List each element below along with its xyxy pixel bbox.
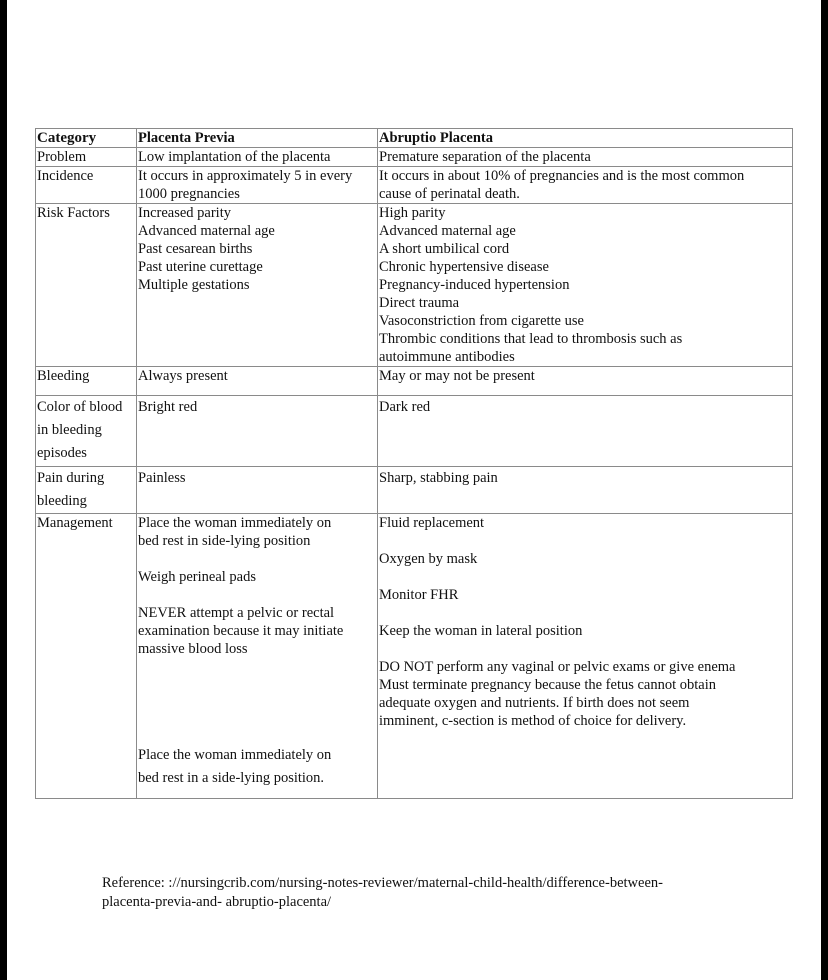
list-item: Thrombic conditions that lead to thrombosis such as: [379, 331, 683, 347]
list-item: Advanced maternal age: [138, 223, 275, 239]
management-abruptio-line: Monitor FHR: [379, 587, 459, 603]
incidence-label: Incidence: [36, 167, 137, 204]
table-row-management: [36, 514, 793, 799]
management-abruptio-line: Keep the woman in lateral position: [379, 623, 583, 639]
list-item: Increased parity: [138, 205, 231, 221]
document-page: [7, 0, 821, 980]
management-abruptio-line: Oxygen by mask: [379, 551, 478, 567]
list-item: Pregnancy-induced hypertension: [379, 277, 570, 293]
pain-label-line: bleeding: [37, 493, 87, 509]
management-previa-line: massive blood loss: [138, 641, 248, 657]
management-previa-line: bed rest in side-lying position: [138, 533, 311, 549]
table-row-incidence: [36, 167, 793, 204]
management-previa-line: NEVER attempt a pelvic or rectal: [138, 605, 335, 621]
header-category: Category: [36, 129, 137, 148]
incidence-previa-line: 1000 pregnancies: [138, 186, 240, 202]
pain-abruptio: Sharp, stabbing pain: [378, 467, 793, 514]
bleeding-previa: Always present: [137, 367, 378, 396]
pain-label-line: Pain during: [37, 470, 105, 486]
table-row-pain: [36, 467, 793, 514]
pain-previa: Painless: [137, 467, 378, 514]
color-label-line: in bleeding: [37, 422, 102, 438]
table-row-bleeding: [36, 367, 793, 396]
color-abruptio: Dark red: [378, 396, 793, 467]
management-previa-line: Place the woman immediately on: [138, 747, 332, 763]
list-item: Past uterine curettage: [138, 259, 263, 275]
list-item: Past cesarean births: [138, 241, 253, 257]
incidence-abruptio: [378, 167, 793, 204]
list-item: Direct trauma: [379, 295, 460, 311]
table-row-color-of-blood: [36, 396, 793, 467]
management-abruptio-line: DO NOT perform any vaginal or pelvic exams or give enema: [379, 659, 736, 675]
pain-label: [36, 467, 137, 514]
management-previa-line: Weigh perineal pads: [138, 569, 257, 585]
problem-previa: Low implantation of the placenta: [137, 148, 378, 167]
incidence-abruptio-line: It occurs in about 10% of pregnancies and is the most common: [379, 168, 745, 184]
risk-factors-label: Risk Factors: [36, 204, 137, 367]
color-label-line: Color of blood: [37, 399, 123, 415]
color-previa: Bright red: [137, 396, 378, 467]
risk-factors-previa: [137, 204, 378, 367]
list-item: autoimmune antibodies: [379, 349, 515, 365]
problem-label: Problem: [36, 148, 137, 167]
list-item: High parity: [379, 205, 446, 221]
management-previa-line: Place the woman immediately on: [138, 515, 332, 531]
management-abruptio-line: adequate oxygen and nutrients. If birth does not seem: [379, 695, 690, 711]
bleeding-abruptio: May or may not be present: [378, 367, 793, 396]
management-label: Management: [36, 514, 137, 799]
table-header-row: [36, 129, 793, 148]
table-row-problem: [36, 148, 793, 167]
bleeding-label: Bleeding: [36, 367, 137, 396]
management-previa-line: bed rest in a side-lying position.: [138, 770, 325, 786]
management-previa-line: examination because it may initiate: [138, 623, 344, 639]
list-item: Chronic hypertensive disease: [379, 259, 549, 275]
incidence-abruptio-line: cause of perinatal death.: [379, 186, 520, 202]
list-item: Multiple gestations: [138, 277, 250, 293]
list-item: Advanced maternal age: [379, 223, 516, 239]
reference-note: [102, 874, 742, 912]
management-abruptio-line: Fluid replacement: [379, 515, 485, 531]
management-previa: [137, 514, 378, 799]
incidence-previa: [137, 167, 378, 204]
color-label-line: episodes: [37, 445, 87, 461]
color-label: [36, 396, 137, 467]
management-abruptio-line: imminent, c-section is method of choice for delivery.: [379, 713, 687, 729]
management-abruptio: [378, 514, 793, 799]
comparison-table: [35, 128, 793, 799]
incidence-previa-line: It occurs in approximately 5 in every: [138, 168, 353, 184]
reference-line: Reference: ://nursingcrib.com/nursing-notes-reviewer/maternal-child-health/difference-between-: [102, 875, 663, 891]
problem-abruptio: Premature separation of the placenta: [378, 148, 793, 167]
header-abruptio-placenta: Abruptio Placenta: [378, 129, 793, 148]
list-item: A short umbilical cord: [379, 241, 510, 257]
risk-factors-abruptio: [378, 204, 793, 367]
table-row-risk-factors: [36, 204, 793, 367]
list-item: Vasoconstriction from cigarette use: [379, 313, 584, 329]
reference-line: placenta-previa-and- abruptio-placenta/: [102, 894, 332, 910]
header-placenta-previa: Placenta Previa: [137, 129, 378, 148]
management-abruptio-line: Must terminate pregnancy because the fetus cannot obtain: [379, 677, 717, 693]
